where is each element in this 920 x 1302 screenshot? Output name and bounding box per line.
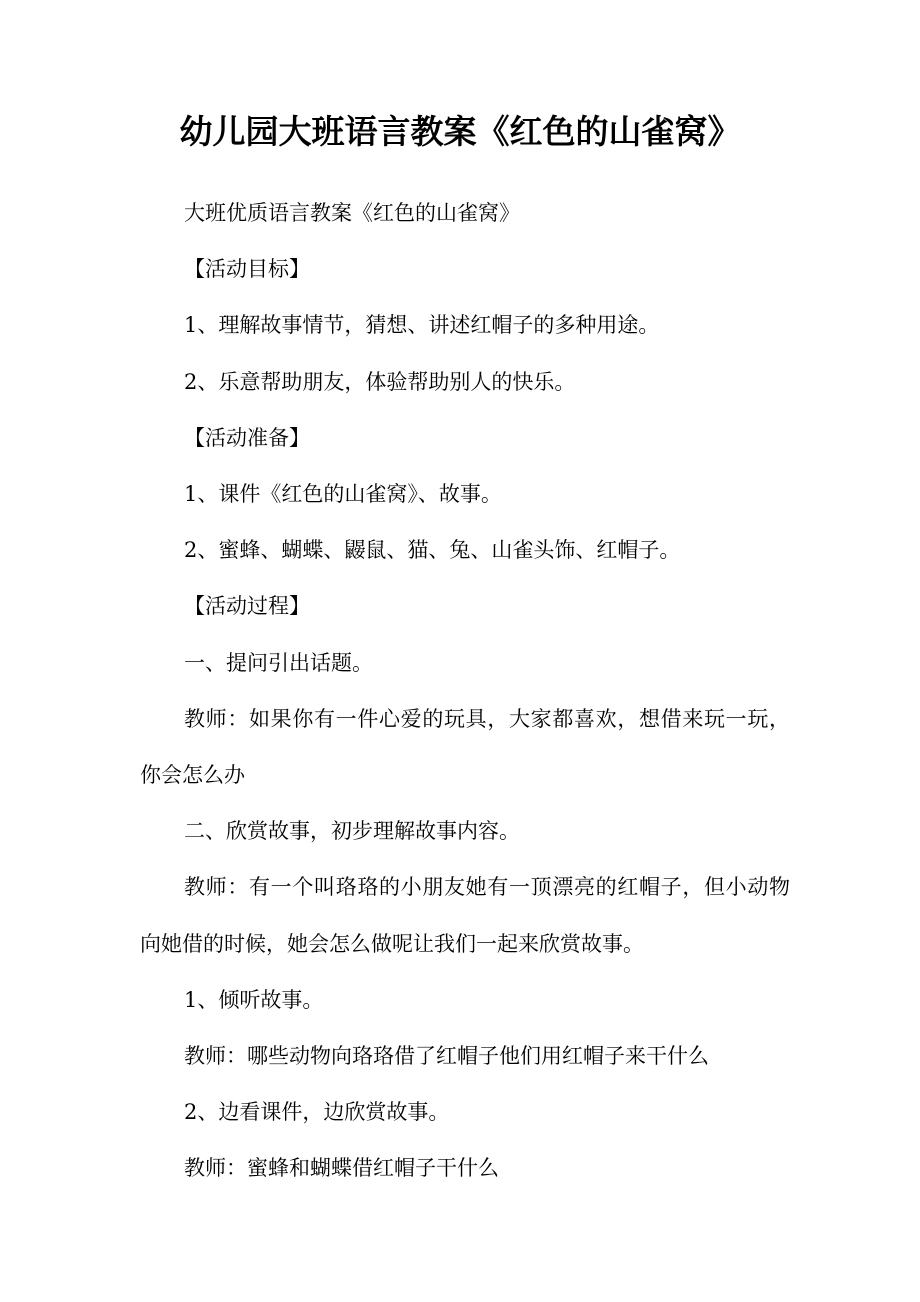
paragraph-step-2: 二、欣赏故事，初步理解故事内容。: [184, 819, 520, 844]
paragraph-heading-process: 【活动过程】: [184, 594, 310, 619]
paragraph-step-1: 一、提问引出话题。: [184, 650, 373, 675]
paragraph-goal-2: 2、乐意帮助朋友，体验帮助别人的快乐。: [184, 369, 576, 394]
paragraph-prep-2: 2、蜜蜂、蝴蝶、鼹鼠、猫、兔、山雀头饰、红帽子。: [184, 538, 681, 563]
paragraph-prep-1: 1、课件《红色的山雀窝》、故事。: [184, 482, 502, 507]
paragraph-heading-goals: 【活动目标】: [184, 257, 310, 282]
paragraph-teacher-3: 教师：哪些动物向珞珞借了红帽子他们用红帽子来干什么: [184, 1044, 709, 1069]
paragraph-teacher-1: 教师：如果你有一件心爱的玩具，大家都喜欢，想借来玩一玩，你会怎么办: [140, 706, 790, 788]
paragraph-substep-2: 2、边看课件，边欣赏故事。: [184, 1100, 450, 1125]
document-title: 幼儿园大班语言教案《红色的山雀窝》: [179, 112, 741, 151]
paragraph-teacher-4: 教师：蜜蜂和蝴蝶借红帽子干什么: [184, 1156, 499, 1181]
document-body: [140, 185, 790, 1197]
paragraph-goal-1: 1、理解故事情节，猜想、讲述红帽子的多种用途。: [184, 313, 660, 338]
paragraph-teacher-2: 教师：有一个叫珞珞的小朋友她有一顶漂亮的红帽子，但小动物向她借的时候，她会怎么做呢让我们一起来欣赏故事。: [140, 875, 790, 956]
paragraph-substep-1: 1、倾听故事。: [184, 987, 324, 1012]
paragraph-subtitle: 大班优质语言教案《红色的山雀窝》: [184, 201, 520, 225]
paragraph-heading-prep: 【活动准备】: [184, 425, 310, 450]
